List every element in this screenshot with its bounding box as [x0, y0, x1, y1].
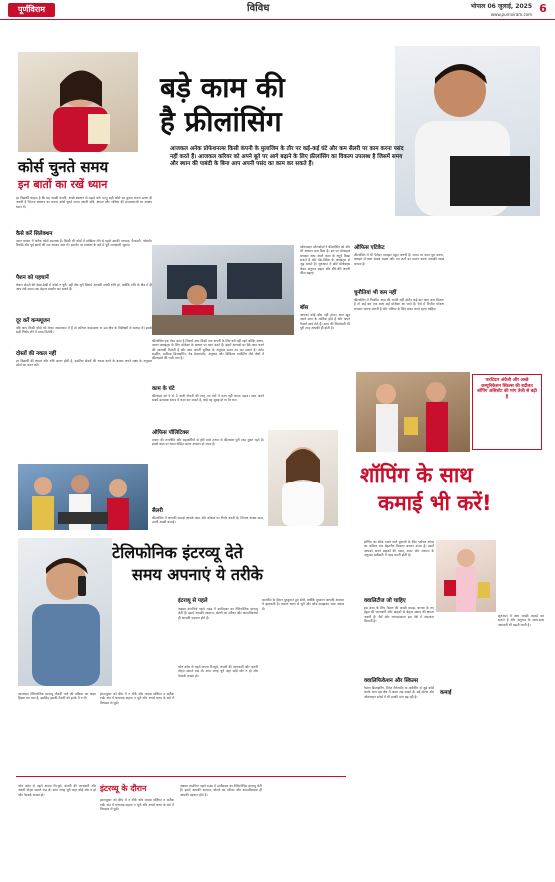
interview-headline-1: टेलिफोनिक इंटरव्यू देते	[112, 543, 243, 562]
student-illustration	[18, 52, 138, 152]
shopping-p3: फैशन डिजाइनिंग, रिटेल मैनेजमेंट या मार्केटिंग से जुड़े कोर्स करके आप इस क्षेत्र में कदम रख सकते हैं। बड़े मॉल्स और ऑनलाइन स्टोर्स में भी इनकी मांग बढ़ रही है।	[364, 686, 434, 699]
shopping-p4: शुरुआत में आप अच्छी कमाई कर सकते हैं और अनुभव के साथ-साथ आमदनी भी बढ़ती जाती है।	[498, 614, 544, 627]
freelancer-photo	[395, 46, 540, 216]
shopping-headline-2: कमाई भी करें!	[378, 491, 492, 515]
desk-workers-photo	[152, 245, 294, 335]
interview-p2: फोन कॉल से पहले अपना रिज्यूमे, कंपनी की जानकारी और जरूरी नोट्स सामने रख लें। शांत जगह चुनें जहां कोई शोर न हो और नेटवर्क अच्छा हो।	[178, 665, 258, 678]
student-photo	[18, 52, 138, 152]
interview-p5: आजकल टेलिफोनिक इंटरव्यू नौकरी पाने की प्रक्रिया का अहम हिस्सा बन गया है, इसलिए इसकी तैयारी को हल्के में न लें।	[18, 692, 96, 701]
section-label-mid: विविध	[247, 3, 270, 14]
freelance-sub-salary: सैलरी	[152, 508, 163, 514]
course-headline-2: इन बातों का रखें ध्यान	[18, 178, 108, 191]
freelance-col2: ऑनलाइन प्लेटफॉर्म्स ने फ्रीलांसिंग को और भी आसान बना दिया है। इन पर प्रोफाइल बनाकर आप अपने काम के नमूने दिखा सकते हैं और देश-विदेश के क्लाइंट्स से जुड़ सकते हैं। शुरुआत में छोटे प्रोजेक्ट्स लेकर अनुभव बढ़ाएं और धीरे-धीरे अपनी फीस बढ़ाएं।	[300, 245, 350, 276]
shopping-illustration	[356, 372, 470, 452]
course-headline-1: कोर्स चुनते समय	[18, 158, 109, 176]
freelance-col3b: फ्रीलांसिंग में नियमित आय की गारंटी नहीं होती। कई बार काम कम मिलता है तो कई बार एक साथ कई प्रोजेक्ट आ जाते हैं। ऐसे में वित्तीय योजना बनाकर चलना जरूरी है और भविष्य के लिए बचत करते रहना चाहिए।	[354, 298, 444, 311]
shopper-illustration	[436, 540, 496, 612]
shopper-photo	[436, 540, 496, 612]
freelance-col2b: आपका कोई बॉस नहीं होता। आप खुद अपने काम के मालिक होते हैं और अपने फैसले स्वयं लेते हैं। काम की जिम्मेदारी भी पूरी तरह आपकी ही होती है।	[300, 313, 350, 331]
shopping-sub-skills: क्वालिफिकेशन और स्किल्स	[364, 678, 418, 684]
phone-interview-photo	[18, 538, 112, 686]
shopping-sub-qualities: क्वालिटीज जो चाहिए	[364, 598, 406, 604]
students-illustration	[18, 464, 148, 530]
freelance-col1: फ्रीलांसिंग एक ऐसा काम है जिसमें आप किसी एक कंपनी के लिए बंधे नहीं रहते बल्कि अलग-अलग क्लाइंट्स के लिए प्रोजेक्ट के आधार पर काम करते हैं। इसमें आपको घर बैठे काम करने की आजादी मिलती है और आप अपनी सुविधा के अनुसार समय तय कर सकते हैं। कंटेंट राइटिंग, ग्राफिक डिजाइनिंग, वेब डेवलपमेंट, अनुवाद और डिजिटल मार्केटिंग जैसे क्षेत्रों में फ्रीलांसरों की भारी मांग है।	[152, 339, 264, 361]
freelancer-illustration	[395, 46, 540, 216]
course-sub-selection: कैसे करें सिलेक्शन	[16, 231, 53, 237]
freelance-headline-2: है फ्रीलांसिंग	[160, 105, 282, 138]
freelance-col4: फ्रीलांसर को 9 से 5 वाली नौकरी की तरह तय घंटों में काम नहीं करना पड़ता। आप अपने सबसे उत्पादक समय में काम कर सकते हैं, चाहे वह सुबह हो या देर रात।	[152, 394, 264, 403]
interview-closing-left: फोन कॉल से पहले अपना रिज्यूमे, कंपनी की जानकारी और जरूरी नोट्स सामने रख लें। शांत जगह चुनें जहां कोई शोर न हो और नेटवर्क अच्छा हो।	[18, 784, 96, 797]
interview-p4-col: इंटरव्यूअर को बीच में न टोकें और जवाब संक्षिप्त व सटीक रखें। अंत में धन्यवाद कहना न भूलें और अगले चरण के बारे में विनम्रता से पूछें।	[100, 692, 174, 705]
smiling-woman-photo	[268, 430, 338, 526]
interview-p3: बातचीत के दौरान मुस्कुराते हुए बोलें, क्योंकि मुस्कान आपकी आवाज में झलकती है। सवाल ध्यान से सुनें और सोच-समझकर स्पष्ट जवाब दें।	[262, 598, 344, 611]
freelance-sub-etiquette: ऑफिस एटिकेट	[354, 245, 385, 251]
course-intro: हर विद्यार्थी चाहता है कि वह अच्छी कंपनी, अच्छे संस्थान से पढ़ाई करे। परंतु सही कोर्स का चुनाव करना उतना ही जरूरी है जितना संस्थान का चयन। कोर्स चुनते समय अपनी रुचि, क्षमता और भविष्य की संभावनाओं पर अवश्य ध्यान दें।	[16, 196, 152, 209]
page-number: 6	[539, 2, 547, 15]
freelance-sub-boss: बॉस	[300, 305, 309, 311]
freelance-col4b: दफ्तर की राजनीति और सहकर्मियों से होने वाले तनाव से फ्रीलांसर पूरी तरह मुक्त रहते हैं। इससे काम पर ध्यान केंद्रित करना आसान हो जाता है।	[152, 438, 264, 447]
interview-headline-2: समय अपनाएं ये तरीके	[132, 565, 263, 584]
section-label-left: पूर्णविराम	[8, 3, 55, 17]
shopping-p1: शॉपिंग का शौक रखने वाले युवाओं के लिए पर्सनल शॉपर का करियर एक बेहतरीन विकल्प बनकर उभरा है। इसमें आपको अपने ग्राहकों की पसंद, बजट और जरूरत के अनुसार खरीदारी में मदद करनी होती है।	[364, 540, 434, 558]
desk-illustration	[152, 245, 294, 335]
shopping-callout	[472, 374, 542, 450]
shopping-sub-earnings: कमाई	[440, 690, 452, 696]
freelance-sub-challenges: चुनौतियां भी कम नहीं	[354, 290, 397, 296]
shopping-callout-text: फर्राटेदार अंग्रेजी और अच्छे कम्युनिकेशन स्किल्स की बदौलत शॉपिंग असिस्टेंट की मांग तेजी से बढ़ी है	[477, 378, 537, 401]
shopping-p2: इस काम के लिए फैशन की अच्छी समझ, बाजार के नए ट्रेंड्स की जानकारी और ग्राहकों से बेहतर संवाद की क्षमता जरूरी है। धैर्य और रचनात्मकता इस पेशे में सफलता दिलाती है।	[364, 606, 434, 624]
interview-during-box	[100, 784, 174, 874]
course-p3: यदि आप किसी कोर्स को लेकर असमंजस में हैं तो करियर काउंसलर या उस क्षेत्र के विशेषज्ञों से सलाह लें। इससे सही निर्णय लेने में मदद मिलेगी।	[16, 326, 152, 335]
interview-sub-before: इंटरव्यू से पहले	[178, 598, 208, 604]
woman-illustration	[268, 430, 338, 526]
freelance-col4c: फ्रीलांसिंग में आपकी कमाई आपके काम और कौशल पर निर्भर करती है। जितना अच्छा काम, उतनी अच्छी कमाई।	[152, 516, 264, 525]
course-sub-passion: पैशन को पहचानें	[16, 275, 49, 281]
interview-p1: अक्सर कंपनियां पहले राउंड में उम्मीदवार का टेलिफोनिक इंटरव्यू लेती हैं। इसमें आपकी आवाज, बोलने का तरीका और आत्मविश्वास ही आपकी पहचान होते हैं।	[178, 607, 258, 620]
shopping-headline-1: शॉपिंग के साथ	[360, 463, 473, 487]
interview-box-top-rule	[16, 776, 346, 777]
phone-man-illustration	[18, 538, 112, 686]
freelance-sub-hours: काम के घंटे	[152, 386, 175, 392]
shopping-women-photo	[356, 372, 470, 452]
interview-sub-during: इंटरव्यू के दौरान	[100, 784, 147, 793]
date-line: भोपाल 06 जुलाई, 2025	[470, 3, 532, 10]
freelance-intro: आजकल अनेक प्रोफेशनल्स किसी कंपनी के मुलाजिम के तौर पर कई-कई घंटे और कम सैलरी पर काम करना पसंद नहीं करते हैं। आजकल करियर को अपने बूते पर आगे बढ़ाने के लिए फ्रीलांसिंग का विकल्प उपलब्ध है जिसमें समय और स्थान की पाबंदी के बिना आप अपनी पसंद का काम कर सकते हैं।	[170, 146, 404, 168]
course-sub-confusion: दूर करें कन्फ्यूजन	[16, 318, 50, 324]
interview-during-text: इंटरव्यूअर को बीच में न टोकें और जवाब संक्षिप्त व सटीक रखें। अंत में धन्यवाद कहना न भूलें और अगले चरण के बारे में विनम्रता से पूछें।	[100, 798, 174, 812]
course-p1: आज बाजार में अनेक कोर्स उपलब्ध हैं। किसी भी कोर्स में दाखिला लेने से पहले उसकी मान्यता, फैकल्टी, प्लेसमेंट रिकॉर्ड और पूर्व छात्रों की राय अवश्य जान लें। इंटरनेट पर संस्थान के बारे में पूरी जानकारी जुटाएं।	[16, 239, 152, 248]
freelance-sub-politics: ऑफिस पॉलिटिक्स	[152, 430, 189, 436]
course-p2: केवल दोस्तों की देखा-देखी में कोर्स न चुनें। वही क्षेत्र चुनें जिसमें आपकी सच्ची रुचि हो, क्योंकि रुचि के क्षेत्र में ही आप लंबे समय तक बेहतर प्रदर्शन कर सकते हैं।	[16, 283, 152, 292]
course-sub-friends: दोस्तों की नकल नहीं	[16, 351, 57, 357]
students-group-photo	[18, 464, 148, 530]
site-url[interactable]: www.purnviram.com	[490, 12, 532, 17]
course-p4: हर विद्यार्थी की क्षमता और रुचि अलग होती है, इसलिए दोस्तों की नकल करने के बजाय अपने लक्ष्य के अनुसार कोर्स का चयन करें।	[16, 359, 152, 368]
freelance-headline-1: बड़े काम की	[160, 71, 285, 104]
freelance-col3: फ्रीलांसिंग में भी पेशेवर व्यवहार बहुत जरूरी है। समय पर काम पूरा करना, क्लाइंट से स्पष्ट संवाद रखना और तय शर्तों का पालन करना आपकी साख बनाता है।	[354, 253, 444, 266]
interview-closing-right: अक्सर कंपनियां पहले राउंड में उम्मीदवार का टेलिफोनिक इंटरव्यू लेती हैं। इसमें आपकी आवाज, बोलने का तरीका और आत्मविश्वास ही आपकी पहचान होते हैं।	[180, 784, 262, 797]
